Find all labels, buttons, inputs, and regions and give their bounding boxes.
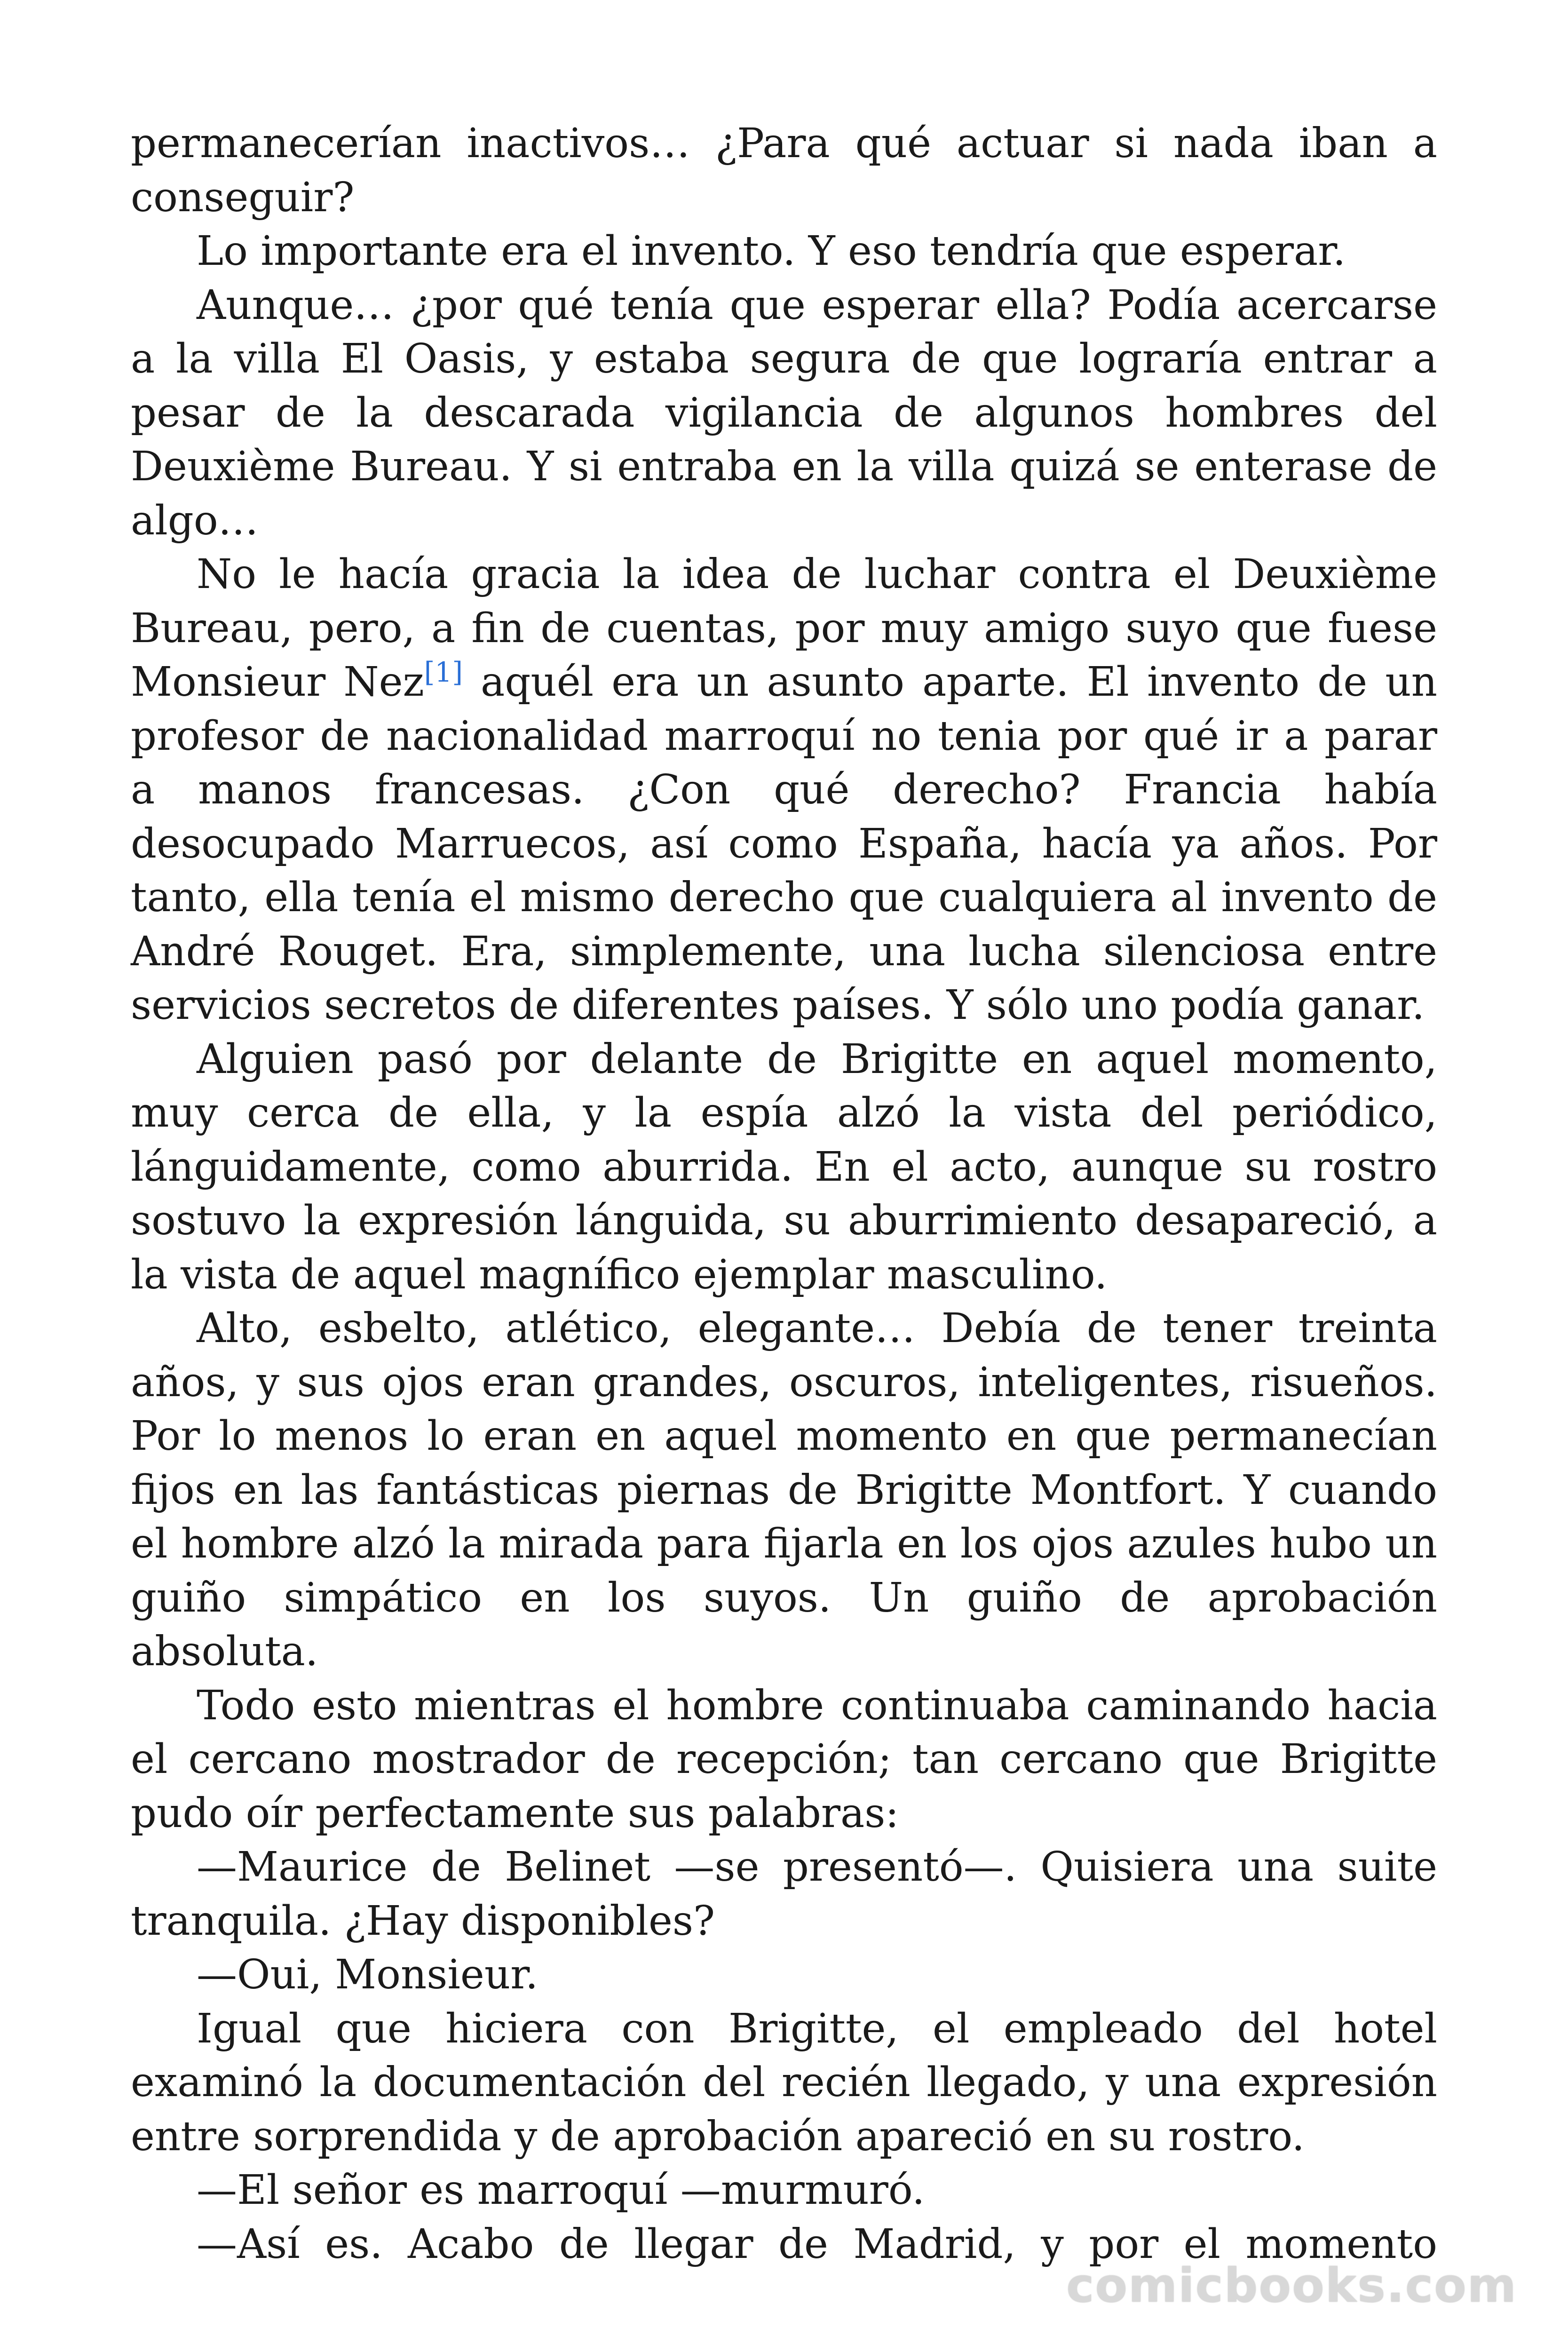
paragraph-8: —Maurice de Belinet —se presentó—. Quisiera una suite tranquila. ¿Hay disponibles?: [131, 1843, 1437, 1945]
paragraph-1: permanecerían inactivos… ¿Para qué actuar si nada iban a conseguir?: [131, 120, 1437, 221]
paragraph-6: Alto, esbelto, atlético, elegante… Debía de tener treinta años, y sus ojos eran grandes, oscuros, inteligentes, risueños. Por lo menos lo eran en aquel momento en que permanecían fijos en las fantásticas piernas de Brigitte Montfort. Y cuando el hombre alzó la mirada para fijarla en los ojos azules hubo un guiño simpático en los suyos. Un guiño de aprobación absoluta.: [131, 1305, 1437, 1675]
paragraph-11: —El señor es marroquí —murmuró.: [197, 2167, 925, 2214]
paragraph-4: [131, 548, 1437, 1033]
paragraph-10: Igual que hiciera con Brigitte, el empleado del hotel examinó la documentación del recién llegado, y una expresión entre sorprendida y de aprobación apareció en su rostro.: [131, 2005, 1437, 2160]
paragraph-4-text-before: No le hacía gracia la idea de luchar contra el Deuxième Bureau, pero, a fin de cuentas, por muy amigo suyo que fuese Monsieur Nez: [131, 551, 1437, 706]
paragraph-4-text-after: aquél era un asunto aparte. El invento de un profesor de nacionalidad marroquí no tenia por qué ir a parar a manos francesas. ¿Con qué derecho? Francia había desocupado Marruecos, así como España, hacía ya años. Por tanto, ella tenía el mismo derecho que cualquiera al invento de André Rouget. Era, simplemente, una lucha silenciosa entre servicios secretos de diferentes países. Y sólo uno podía ganar.: [131, 659, 1438, 1029]
page-body: [131, 117, 1437, 2271]
paragraph-2: Lo importante era el invento. Y eso tendría que esperar.: [197, 228, 1346, 275]
paragraph-12: —Así es. Acabo de llegar de Madrid, y por el momento: [197, 2220, 1437, 2268]
footnote-link[interactable]: [1]: [424, 656, 463, 688]
paragraph-5: Alguien pasó por delante de Brigitte en aquel momento, muy cerca de ella, y la espía alzó la vista del periódico, lánguidamente, como aburrida. En el acto, aunque su rostro sostuvo la expresión lánguida, su aburrimiento desapareció, a la vista de aquel magnífico ejemplar masculino.: [131, 1035, 1437, 1298]
paragraph-7: Todo esto mientras el hombre continuaba caminando hacia el cercano mostrador de recepción; tan cercano que Brigitte pudo oír perfectamente sus palabras:: [131, 1682, 1437, 1837]
paragraph-9: —Oui, Monsieur.: [197, 1951, 539, 1998]
paragraph-3: Aunque… ¿por qué tenía que esperar ella? Podía acercarse a la villa El Oasis, y estaba segura de que lograría entrar a pesar de la descarada vigilancia de algunos hombres del Deuxième Bureau. Y si entraba en la villa quizá se enterase de algo…: [131, 281, 1437, 544]
watermark: comicbooks.com: [1066, 2258, 1517, 2313]
